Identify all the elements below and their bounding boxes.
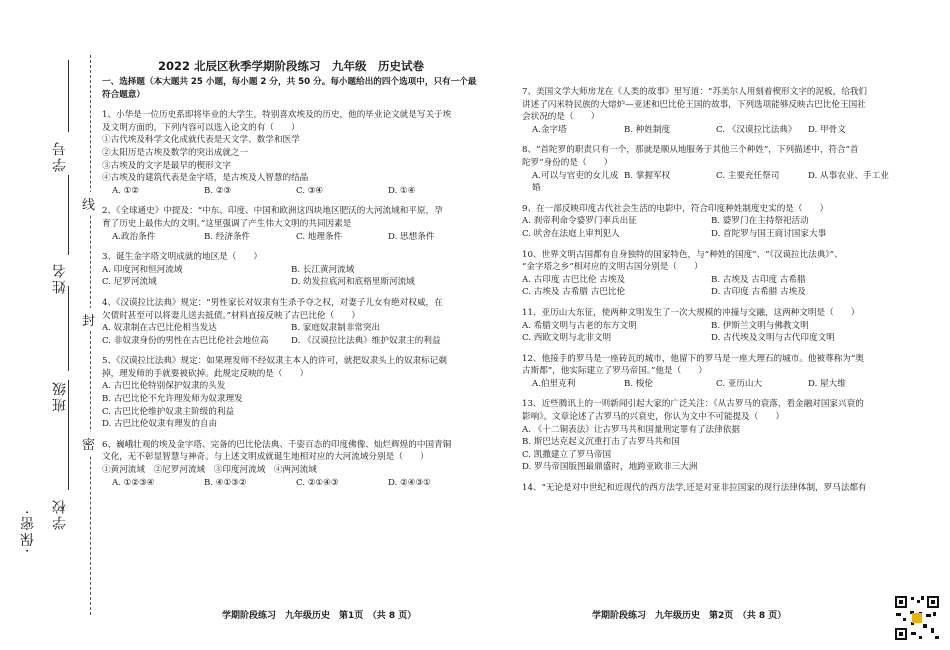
question xyxy=(102,355,480,431)
answer-option: C. 非奴隶身份的男性在古巴比伦社会地位高 xyxy=(102,335,269,346)
answer-option: A. 古印度 古巴比伦 古埃及 xyxy=(522,274,626,285)
question-stem: 古斯都”，他实际建立了罗马帝国。”他是（ ） xyxy=(522,366,707,377)
question-item: C. 凯撒建立了罗马帝国 xyxy=(522,449,612,460)
options-row xyxy=(102,335,480,348)
options-row xyxy=(522,320,900,333)
answer-option: A. ①②③④ xyxy=(112,477,155,488)
question-stem: 14、“无论是对中世纪和近现代的西方法学,还是对亚非拉国家的现行法律体制，罗马法都有 xyxy=(522,483,867,494)
left-questions xyxy=(102,109,480,489)
seal-dashed-line xyxy=(90,55,91,615)
answer-option: B. 长江黄河流域 xyxy=(291,264,355,275)
answer-option: B. 家庭奴隶制非常突出 xyxy=(291,323,381,334)
question xyxy=(102,109,480,197)
question-item: ④古埃及的建筑代表是金字塔，是古埃及人智慧的结晶 xyxy=(102,173,309,184)
question-stem: 12、他接手的罗马是一座砖瓦的城市，他留下的罗马是一座大理石的城市。他被尊称为“奥 xyxy=(522,353,864,364)
question xyxy=(522,398,900,474)
footer-page-2: 学期阶段练习 九年级历史 第2页 （共 8 页） xyxy=(592,611,787,621)
options-row xyxy=(522,228,900,241)
question xyxy=(102,297,480,347)
question-stem: 10、世界文明古国都有自身独特的国家特色，与“种姓的国度”、“《汉谟拉比法典》”、 xyxy=(522,249,843,260)
question-stem: 1、小华是一位历史系即将毕业的大学生，特别喜欢埃及的历史，他的毕业论文就是写关于埃 xyxy=(102,110,452,121)
question xyxy=(102,439,480,489)
answer-option: A.金字塔 xyxy=(532,124,567,135)
options-row xyxy=(102,264,480,277)
answer-option: C. ②①④③ xyxy=(296,477,339,488)
question-stem: 9、在一部反映印度古代社会生活的电影中，符合印度种姓制度史实的是（ ） xyxy=(522,203,829,214)
answer-option: C. 尼罗河流域 xyxy=(102,277,157,288)
answer-option: B. 掌握军权 xyxy=(624,170,671,181)
question-item: C. 古巴比伦维护奴隶主阶级的利益 xyxy=(102,406,235,417)
right-column xyxy=(522,78,900,495)
answer-option: C. 古埃及 古希腊 古巴比伦 xyxy=(522,287,626,298)
options-row xyxy=(522,274,900,287)
question-item: ②太阳历是古埃及数学的突出成就之一 xyxy=(102,147,249,158)
options-row xyxy=(102,185,480,198)
options-row xyxy=(522,215,900,228)
question-stem: 育了历史上最伟大的文明。”这里强调了产生伟大文明的共同因素是 xyxy=(102,218,352,229)
answer-option: D. 首陀罗与国王商讨国家大事 xyxy=(711,228,827,239)
question xyxy=(522,144,900,194)
question-item: D. 古巴比伦奴隶有理发的自由 xyxy=(102,419,218,430)
answer-option: D. 从事农业、手工业 xyxy=(808,170,889,181)
answer-option: C. 《汉谟拉比法典》 xyxy=(716,124,797,135)
exam-title: 2022 北辰区秋季学期阶段练习 九年级 历史试卷 xyxy=(157,59,424,73)
answer-option: A.可以与官吏的女儿成婚 xyxy=(532,170,619,194)
answer-option: A.伯里克利 xyxy=(532,378,576,389)
question-item: ①黄河流域 ②尼罗河流域 ③印度河流域 ④两河流域 xyxy=(102,465,317,476)
question-stem: 会状况的是（ ） xyxy=(522,112,600,123)
left-column xyxy=(102,76,480,489)
answer-option: A.政治条件 xyxy=(112,231,156,242)
answer-option: B. ②③ xyxy=(204,185,232,196)
answer-option: C. 地理条件 xyxy=(296,231,343,242)
options-row xyxy=(522,124,900,137)
question-stem: 13、近些腾讯上的一则新闻引起大家的广泛关注：《从古罗马的衰落，看金融对国家兴衰的 xyxy=(522,399,864,410)
footer-page-1: 学期阶段练习 九年级历史 第1页 （共 8 页） xyxy=(222,611,417,621)
confidential-label: ·保密· xyxy=(20,508,36,553)
question-stem: 4、《汉谟拉比法典》规定：“男性家长对奴隶有生杀予夺之权，对妻子儿女有绝对权威，在 xyxy=(102,297,443,308)
answer-option: A. 奴隶制在古巴比伦相当发达 xyxy=(102,323,217,334)
question-stem: 陀罗”身份的是（ ） xyxy=(522,157,613,168)
question xyxy=(522,249,900,299)
question-item: ①古代埃及科学文化成就代表是天文学、数学和医学 xyxy=(102,135,300,146)
question-stem: 影响》。文章论述了古罗马的兴衰史，你认为文中不可能提及（ ） xyxy=(522,412,785,423)
seal-word-xian: 线 xyxy=(82,192,95,215)
name-blank xyxy=(68,175,69,255)
question-stem: 掉，理发师的手就要被砍掉。此规定反映的是（ ） xyxy=(102,368,309,379)
binding-margin xyxy=(0,0,100,650)
question-stem: 文化，无不彰显智慧与神奇。与上述文明成就诞生地相对应的大河流域分别是（ ） xyxy=(102,452,429,463)
answer-option: A. 印度河和恒河流域 xyxy=(102,264,183,275)
answer-option: A. 希腊文明与古老的东方文明 xyxy=(522,320,637,331)
options-row xyxy=(522,170,900,195)
answer-option: D. 《汉谟拉比法典》维护奴隶主的利益 xyxy=(291,335,441,346)
options-row xyxy=(522,286,900,299)
options-row xyxy=(102,276,480,289)
answer-option: D. 思想条件 xyxy=(388,231,435,242)
class-blank xyxy=(68,286,69,371)
section-heading: 一、选择题（本大题共 25 小题，每小题 2 分，共 50 分。每小题给出的四个选项中，只有一个最符合题意） xyxy=(102,77,477,100)
question xyxy=(102,205,480,243)
answer-option: C. 西欧文明与北非文明 xyxy=(522,333,612,344)
question-item: ③古埃及的文字是最早的楔形文字 xyxy=(102,160,231,171)
question xyxy=(522,482,900,495)
answer-option: B. 伊斯兰文明与佛教文明 xyxy=(711,320,809,331)
seal-word-mi: 密 xyxy=(82,432,95,455)
answer-option: B. 经济条件 xyxy=(204,231,251,242)
answer-option: A. ①② xyxy=(112,185,140,196)
question-item: B. 斯巴达克起义沉重打击了古罗马共和国 xyxy=(522,437,680,448)
question-stem: 5、《汉谟拉比法典》规定：如果理发师不经奴隶主本人的许可，就把奴隶头上的奴隶标记剃 xyxy=(102,356,447,367)
question-stem: 欠债时甚至可以将妻儿送去抵债。”材料直接反映了古巴比伦（ ） xyxy=(102,310,360,321)
question-stem: 讲述了闪米特民族的大熔炉—亚述和巴比伦王国的故事，下列选项能够反映古巴比伦王国社 xyxy=(522,99,866,110)
answer-option: B. 婆罗门在主持祭祀活动 xyxy=(711,216,809,227)
question-stem: 8、“首陀罗的职责只有一个，那就是顺从地服务于其他三个种姓”，下列描述中，符合”首 xyxy=(522,145,859,156)
question xyxy=(522,353,900,391)
answer-option: B. 种姓制度 xyxy=(624,124,671,135)
class-label: 班级 xyxy=(52,380,68,412)
answer-option: D. 幼发拉底河和底格里斯河流域 xyxy=(291,277,415,288)
answer-option: C. 主要充任祭司 xyxy=(716,170,780,181)
student-id-label: 学号 xyxy=(52,140,68,172)
question xyxy=(522,307,900,345)
question xyxy=(522,203,900,241)
question-stem: “金字塔之乡”相对应的文明古国分别是（ ） xyxy=(522,262,703,273)
answer-option: B. 古埃及 古印度 古希腊 xyxy=(711,274,806,285)
answer-option: B. 梭伦 xyxy=(624,378,653,389)
answer-option: D. 古印度 古希腊 古埃及 xyxy=(711,287,806,298)
question-stem: 及文明方面的，下列内容可以选入论文的有（ ） xyxy=(102,122,300,133)
options-row xyxy=(102,322,480,335)
answer-option: A. 刹帝利命令婆罗门率兵出征 xyxy=(522,216,637,227)
answer-option: D. ②④③① xyxy=(388,477,431,488)
answer-option: D. 古代埃及文明与古代印度文明 xyxy=(711,333,835,344)
answer-option: D. ①④ xyxy=(388,185,416,196)
answer-option: D. 屋大维 xyxy=(808,378,846,389)
seal-word-feng: 封 xyxy=(82,308,95,331)
answer-option: C. ③④ xyxy=(296,185,324,196)
question-stem: 3、诞生金字塔文明成就的地区是（ ） xyxy=(102,252,263,263)
question-item: A. 古巴比伦特别保护奴隶的头发 xyxy=(102,381,226,392)
student-id-blank xyxy=(68,60,69,132)
question-stem: 6、巍峨壮观的埃及金字塔、完备的巴比伦法典、千姿百态的印度佛像、灿烂辉煌的中国青铜 xyxy=(102,439,452,450)
question-item: B. 古巴比伦不允许理发师为奴隶理发 xyxy=(102,394,243,405)
options-row xyxy=(102,477,480,490)
question-stem: 7、美国文学大师房龙在《人类的故事》里写道：“苏美尔人用刻着楔形文字的泥板，给我们 xyxy=(522,87,868,97)
answer-option: B. ④①③② xyxy=(204,477,247,488)
qr-code-icon xyxy=(893,594,941,642)
options-row xyxy=(522,332,900,345)
question xyxy=(522,86,900,136)
options-row xyxy=(102,231,480,244)
question-item: D. 罗马帝国版图最鼎盛时，地跨亚欧非三大洲 xyxy=(522,462,698,473)
name-label: 姓名 xyxy=(52,262,68,294)
question-item: A. 《十二铜表法》让古罗马共和国量刑定罪有了法律依据 xyxy=(522,424,740,435)
answer-option: C. 亚历山大 xyxy=(716,378,763,389)
answer-option: D. 甲骨文 xyxy=(808,124,846,135)
question xyxy=(102,251,480,289)
answer-option: C. 吠舍在法庭上审判犯人 xyxy=(522,228,620,239)
school-label: 学校 xyxy=(52,498,68,530)
question-stem: 11、亚历山大东征，使两种文明发生了一次大规模的冲撞与交融，这两种文明是（ ） xyxy=(522,307,860,318)
options-row xyxy=(522,378,900,391)
right-questions xyxy=(522,86,900,495)
question-stem: 2、《全球通史》中提及：“中东、印度、中国和欧洲这四块地区肥沃的大河流域和平原，孕 xyxy=(102,206,443,217)
